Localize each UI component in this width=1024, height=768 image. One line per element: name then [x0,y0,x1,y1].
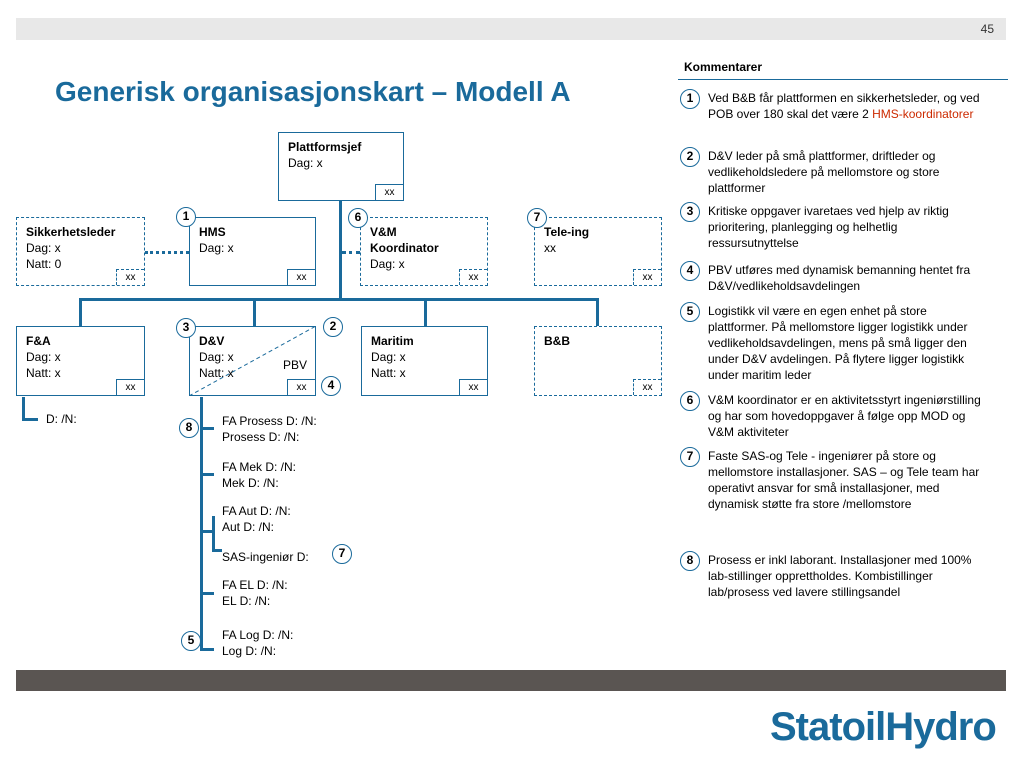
fa-sub-text: D: /N: [46,412,77,426]
code-vm: xx [459,269,487,285]
comment-item: Ved B&B får plattformen en sikkerhetsleder, og ved POB over 180 skal det være 2 HMS-koordinatorer [708,91,980,121]
connector-dv [253,298,256,326]
box-sikkerhetsleder: Sikkerhetsleder Dag: x Natt: 0 xx [16,217,145,286]
comment-number: 8 [680,551,700,571]
connector-dv-log [200,648,214,651]
comment-highlight: HMS-koordinatorer [872,107,974,121]
connector-horizontal-bus [79,298,598,301]
code-maritim: xx [459,379,487,395]
connector-dv-prosess [200,427,214,430]
box-bb: B&B xx [534,326,662,396]
company-logo: StatoilHydro [770,705,996,749]
box-vm-koordinator: V&M Koordinator Dag: x xx [360,217,488,286]
connector-dv-sas [212,549,222,552]
comment-item: D&V leder på små plattformer, driftleder og vedlikeholdsledere på mellomstore og store plattformer [708,149,940,195]
badge-dv: 3 [176,318,196,338]
dotted-link-sikkerhet-hms [145,251,189,254]
code-tele-ing: xx [633,269,661,285]
box-tele-ing: Tele-ing xx xx [534,217,662,286]
comment-item: PBV utføres med dynamisk bemanning hentet fra D&V/vedlikeholdsavdelingen [708,263,971,293]
comment-item: Kritiske oppgaver ivaretaes ved hjelp av riktig prioritering, planlegging og helhetlig ressursutnyttelse [708,204,949,250]
badge-log: 5 [181,631,201,651]
box-dv: D&V Dag: x Natt: x PBV xx [189,326,316,396]
function-el: FA EL D: /N: EL D: /N: [222,578,288,608]
badge-prosess: 8 [179,418,199,438]
box-hms: HMS Dag: x xx [189,217,316,286]
function-aut: FA Aut D: /N: Aut D: /N: [222,504,291,534]
connector-fa [79,298,82,326]
connector-dv-mek [200,473,214,476]
pbv-label: PBV [283,358,308,372]
badge-dv-xx: 4 [321,376,341,396]
code-dv: xx [287,379,315,395]
function-sas: SAS-ingeniør D: [222,550,309,564]
connector-dv-aut-vertical [212,516,215,550]
code-hms: xx [287,269,315,285]
page-number: 45 [980,22,994,36]
comment-number: 5 [680,302,700,322]
connector-bb [596,298,599,326]
top-bar [16,18,1006,40]
comment-item: Prosess er inkl laborant. Installasjoner med 100% lab-stillinger opprettholdes. Kombistillinger lab/prosess ved lavere stillingsandel [708,553,972,599]
comment-number: 6 [680,391,700,411]
comments-title: Kommentarer [684,60,763,74]
code-sikkerhetsleder: xx [116,269,144,285]
connector-top-vertical [339,200,342,300]
dotted-link-vm [342,251,360,254]
comment-number: 2 [680,147,700,167]
comment-item: V&M koordinator er en aktivitetsstyrt ingeniørstilling og har som hovedoppgaver å følge opp MOD og V&M aktiviteter [708,393,981,439]
badge-dv-right: 2 [323,317,343,337]
connector-dv-el [200,592,214,595]
code-fa: xx [116,379,144,395]
code-plattformsjef: xx [375,184,403,200]
page-title: Generisk organisasjonskart – Modell A [55,76,571,107]
function-prosess: FA Prosess D: /N: Prosess D: /N: [222,414,317,444]
box-fa: F&A Dag: x Natt: x xx [16,326,145,396]
connector-dv-aut [200,530,214,533]
comment-number: 3 [680,202,700,222]
connector-maritim [424,298,427,326]
connector-dv-tree-vertical [200,397,203,650]
bottom-bar [16,670,1006,691]
comment-number: 1 [680,89,700,109]
comments-divider [678,79,1008,80]
comment-number: 4 [680,261,700,281]
connector-fa-sub-horizontal [22,418,38,421]
badge-hms: 1 [176,207,196,227]
function-log: FA Log D: /N: Log D: /N: [222,628,294,658]
comment-number: 7 [680,447,700,467]
badge-tele: 7 [527,208,547,228]
box-plattformsjef: Plattformsjef Dag: x xx [278,132,404,201]
comment-item: Logistikk vil være en egen enhet på store plattformer. På mellomstore ligger logistikk under vedlikeholdsavdelingen, mens på små ligger den under D&V avdelingen. På flytere ligger logistikk under maritim leder [708,304,968,382]
box-maritim: Maritim Dag: x Natt: x xx [361,326,488,396]
comment-item: Faste SAS-og Tele - ingeniører på store og mellomstore installasjoner. SAS – og Tele team har operativt ansvar for små installasjoner, med dynamisk støtte fra store /mellomstore [708,449,980,511]
code-bb: xx [633,379,661,395]
badge-sas: 7 [332,544,352,564]
badge-vm: 6 [348,208,368,228]
function-mek: FA Mek D: /N: Mek D: /N: [222,460,297,490]
